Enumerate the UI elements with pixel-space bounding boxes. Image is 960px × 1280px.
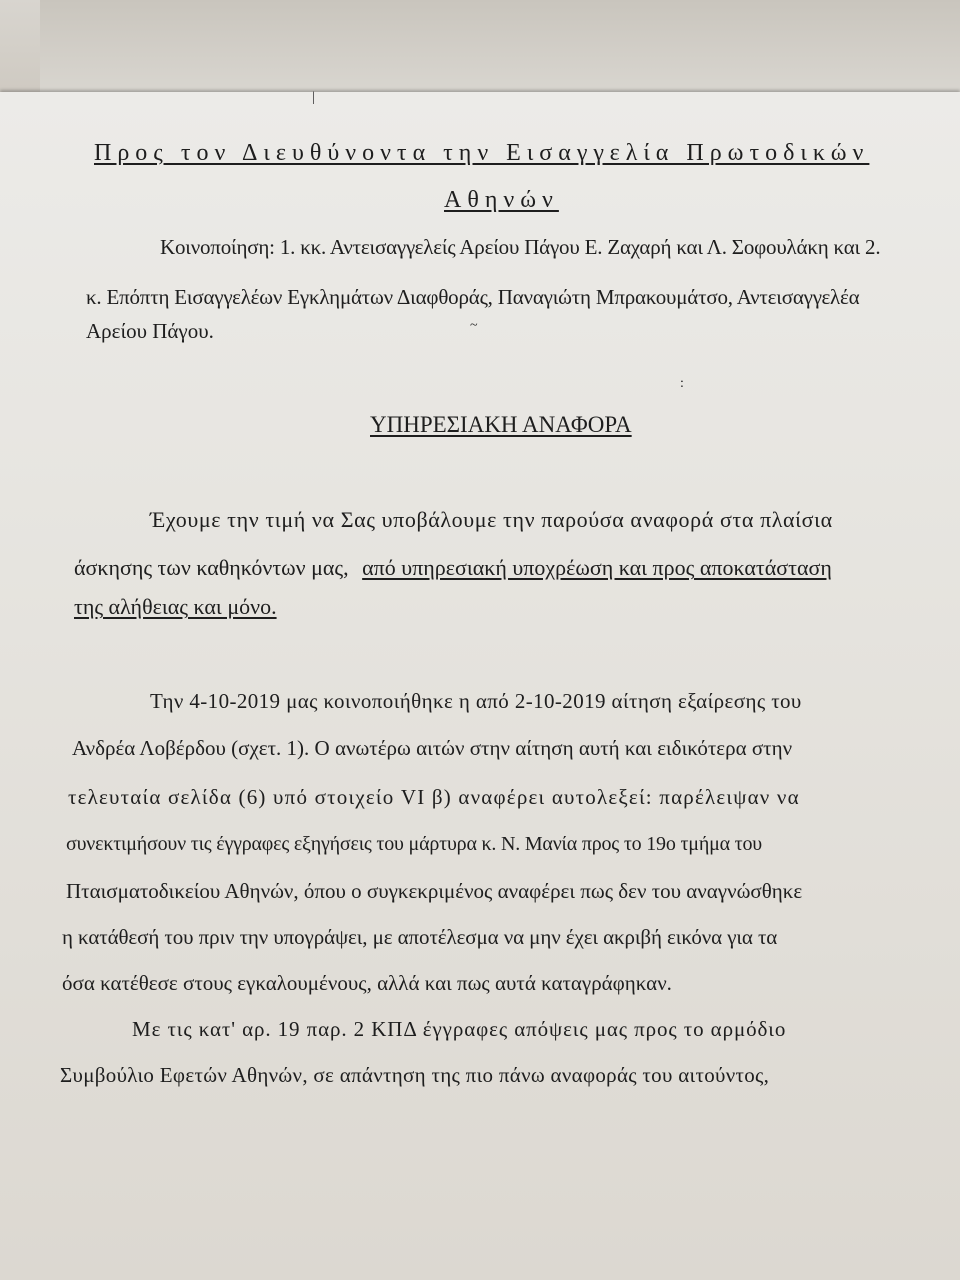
cc-line-1: Κοινοποίηση: 1. κκ. Αντεισαγγελείς Αρείου Πάγου Ε. Ζαχαρή και Λ. Σοφουλάκη και 2. bbox=[160, 235, 881, 259]
underlying-page bbox=[40, 0, 960, 94]
body-line: Πταισματοδικείου Αθηνών, όπου ο συγκεκριμένος αναφέρει πως δεν του αναγνώσθηκε bbox=[66, 879, 803, 903]
ink-speck: | bbox=[312, 90, 315, 105]
intro-line-3: της αλήθειας και μόνο. bbox=[74, 594, 277, 619]
body-line: Την 4-10-2019 μας κοινοποιήθηκε η από 2-10-2019 αίτηση εξαίρεσης του bbox=[150, 689, 802, 713]
body-line: συνεκτιμήσουν τις έγγραφες εξηγήσεις του μάρτυρα κ. Ν. Μανία προς το 19ο τμήμα του bbox=[66, 833, 763, 855]
ink-speck: : bbox=[680, 376, 684, 391]
body-line: τελευταία σελίδα (6) υπό στοιχείο VI β) αναφέρει αυτολεξεί: παρέλειψαν να bbox=[68, 785, 800, 809]
intro-plain-text: άσκησης των καθηκόντων μας, bbox=[74, 555, 349, 580]
intro-line-1: Έχουμε την τιμή να Σας υποβάλουμε την παρούσα αναφορά στα πλαίσια bbox=[150, 507, 833, 532]
intro-line-2 bbox=[74, 553, 924, 583]
cc-line-2: κ. Επόπτη Εισαγγελέων Εγκλημάτων Διαφθοράς, Παναγιώτη Μπρακουμάτσο, Αντεισαγγελέα bbox=[86, 285, 860, 309]
body-line: η κατάθεσή του πριν την υπογράψει, με αποτέλεσμα να μην έχει ακριβή εικόνα για τα bbox=[62, 925, 778, 949]
address-line-1: Προς τον Διευθύνοντα την Εισαγγελία Πρωτοδικών bbox=[94, 140, 870, 166]
ink-speck: ~ bbox=[470, 318, 478, 333]
cc-line-3: Αρείου Πάγου. bbox=[86, 319, 214, 343]
body-line: Συμβούλιο Εφετών Αθηνών, σε απάντηση της πιο πάνω αναφοράς του αιτούντος, bbox=[60, 1063, 770, 1087]
intro-underlined-text: από υπηρεσιακή υποχρέωση και προς αποκατάσταση bbox=[362, 555, 832, 580]
document-title: ΥΠΗΡΕΣΙΑΚΗ ΑΝΑΦΟΡΑ bbox=[370, 412, 632, 437]
address-line-2: Αθηνών bbox=[444, 187, 559, 213]
body-line: Ανδρέα Λοβέρδου (σχετ. 1). Ο ανωτέρω αιτών στην αίτηση αυτή και ειδικότερα στην bbox=[72, 736, 793, 760]
body-line: Με τις κατ' αρ. 19 παρ. 2 ΚΠΔ έγγραφες απόψεις μας προς το αρμόδιο bbox=[132, 1017, 787, 1041]
body-line: όσα κατέθεσε στους εγκαλουμένους, αλλά και πως αυτά καταγράφηκαν. bbox=[62, 971, 672, 995]
